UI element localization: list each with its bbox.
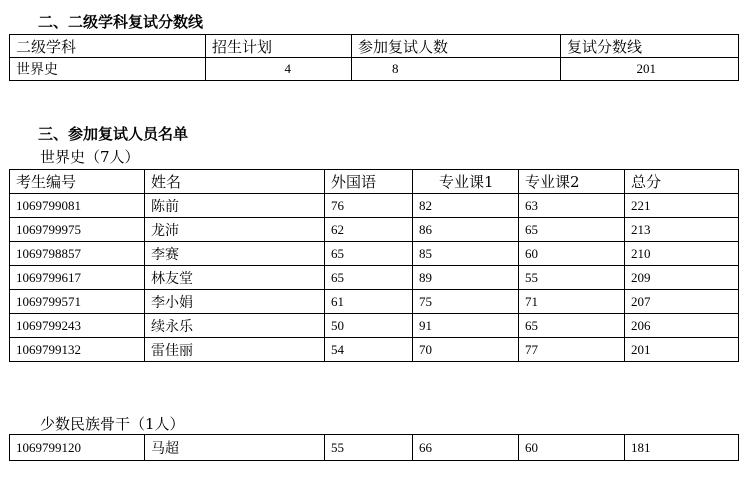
table-cell: 77 (519, 338, 625, 362)
table-cell: 世界史 (10, 58, 206, 81)
table-cell: 1069799120 (10, 435, 145, 461)
table-row (10, 314, 739, 338)
table-cell: 1069799243 (10, 314, 145, 338)
table-cell: 207 (625, 290, 739, 314)
table-cell: 李赛 (145, 242, 325, 266)
header-cell: 专业课2 (519, 170, 625, 194)
table-cell: 65 (325, 242, 413, 266)
table-cell: 雷佳丽 (145, 338, 325, 362)
table-row (10, 435, 739, 461)
table-row (10, 194, 739, 218)
table-cell: 4 (206, 58, 352, 81)
table-cell: 65 (519, 218, 625, 242)
table-cell: 马超 (145, 435, 325, 461)
table-cell: 1069799081 (10, 194, 145, 218)
table-cell: 201 (625, 338, 739, 362)
table-cell: 85 (413, 242, 519, 266)
table-cell: 201 (561, 58, 739, 81)
table-row (10, 266, 739, 290)
table-cell: 71 (519, 290, 625, 314)
header-cell: 参加复试人数 (352, 35, 561, 58)
table-cell: 1069799571 (10, 290, 145, 314)
header-cell: 姓名 (145, 170, 325, 194)
table-cell: 50 (325, 314, 413, 338)
table-cell: 75 (413, 290, 519, 314)
table-cell: 1069799975 (10, 218, 145, 242)
table-cell: 209 (625, 266, 739, 290)
table-cell: 91 (413, 314, 519, 338)
table-cell: 181 (625, 435, 739, 461)
table-cell: 60 (519, 242, 625, 266)
section3-title: 三、参加复试人员名单 (38, 125, 189, 143)
table-cell: 54 (325, 338, 413, 362)
table-row (10, 242, 739, 266)
header-cell: 二级学科 (10, 35, 206, 58)
minority-candidate-table (9, 434, 739, 461)
table-cell: 1069799617 (10, 266, 145, 290)
table-cell: 63 (519, 194, 625, 218)
table-row (10, 58, 739, 81)
table-header-row (10, 170, 739, 194)
table-cell: 李小娟 (145, 290, 325, 314)
candidate-table (9, 169, 739, 362)
group-title-world-history: 世界史（7人） (40, 148, 140, 166)
table-cell: 55 (325, 435, 413, 461)
table-cell: 76 (325, 194, 413, 218)
table-cell: 60 (519, 435, 625, 461)
table-cell: 89 (413, 266, 519, 290)
table-cell: 213 (625, 218, 739, 242)
table-cell: 55 (519, 266, 625, 290)
table-row (10, 290, 739, 314)
table-cell: 1069799132 (10, 338, 145, 362)
header-cell: 考生编号 (10, 170, 145, 194)
table-cell: 206 (625, 314, 739, 338)
section2-title: 二、二级学科复试分数线 (38, 13, 204, 31)
table-cell: 陈前 (145, 194, 325, 218)
table-cell: 70 (413, 338, 519, 362)
header-cell: 外国语 (325, 170, 413, 194)
header-cell: 复试分数线 (561, 35, 739, 58)
table-cell: 221 (625, 194, 739, 218)
table-row (10, 338, 739, 362)
table-cell: 8 (352, 58, 561, 81)
header-cell: 专业课1 (413, 170, 519, 194)
group-title-minority: 少数民族骨干（1人） (40, 415, 185, 433)
table-header-row (10, 35, 739, 58)
table-cell: 1069798857 (10, 242, 145, 266)
table-cell: 66 (413, 435, 519, 461)
table-cell: 61 (325, 290, 413, 314)
table-cell: 65 (519, 314, 625, 338)
cutoff-table (9, 34, 739, 81)
header-cell: 总分 (625, 170, 739, 194)
table-cell: 续永乐 (145, 314, 325, 338)
table-row (10, 218, 739, 242)
table-cell: 龙沛 (145, 218, 325, 242)
table-cell: 65 (325, 266, 413, 290)
table-cell: 62 (325, 218, 413, 242)
table-cell: 210 (625, 242, 739, 266)
header-cell: 招生计划 (206, 35, 352, 58)
table-cell: 82 (413, 194, 519, 218)
table-cell: 86 (413, 218, 519, 242)
table-cell: 林友堂 (145, 266, 325, 290)
